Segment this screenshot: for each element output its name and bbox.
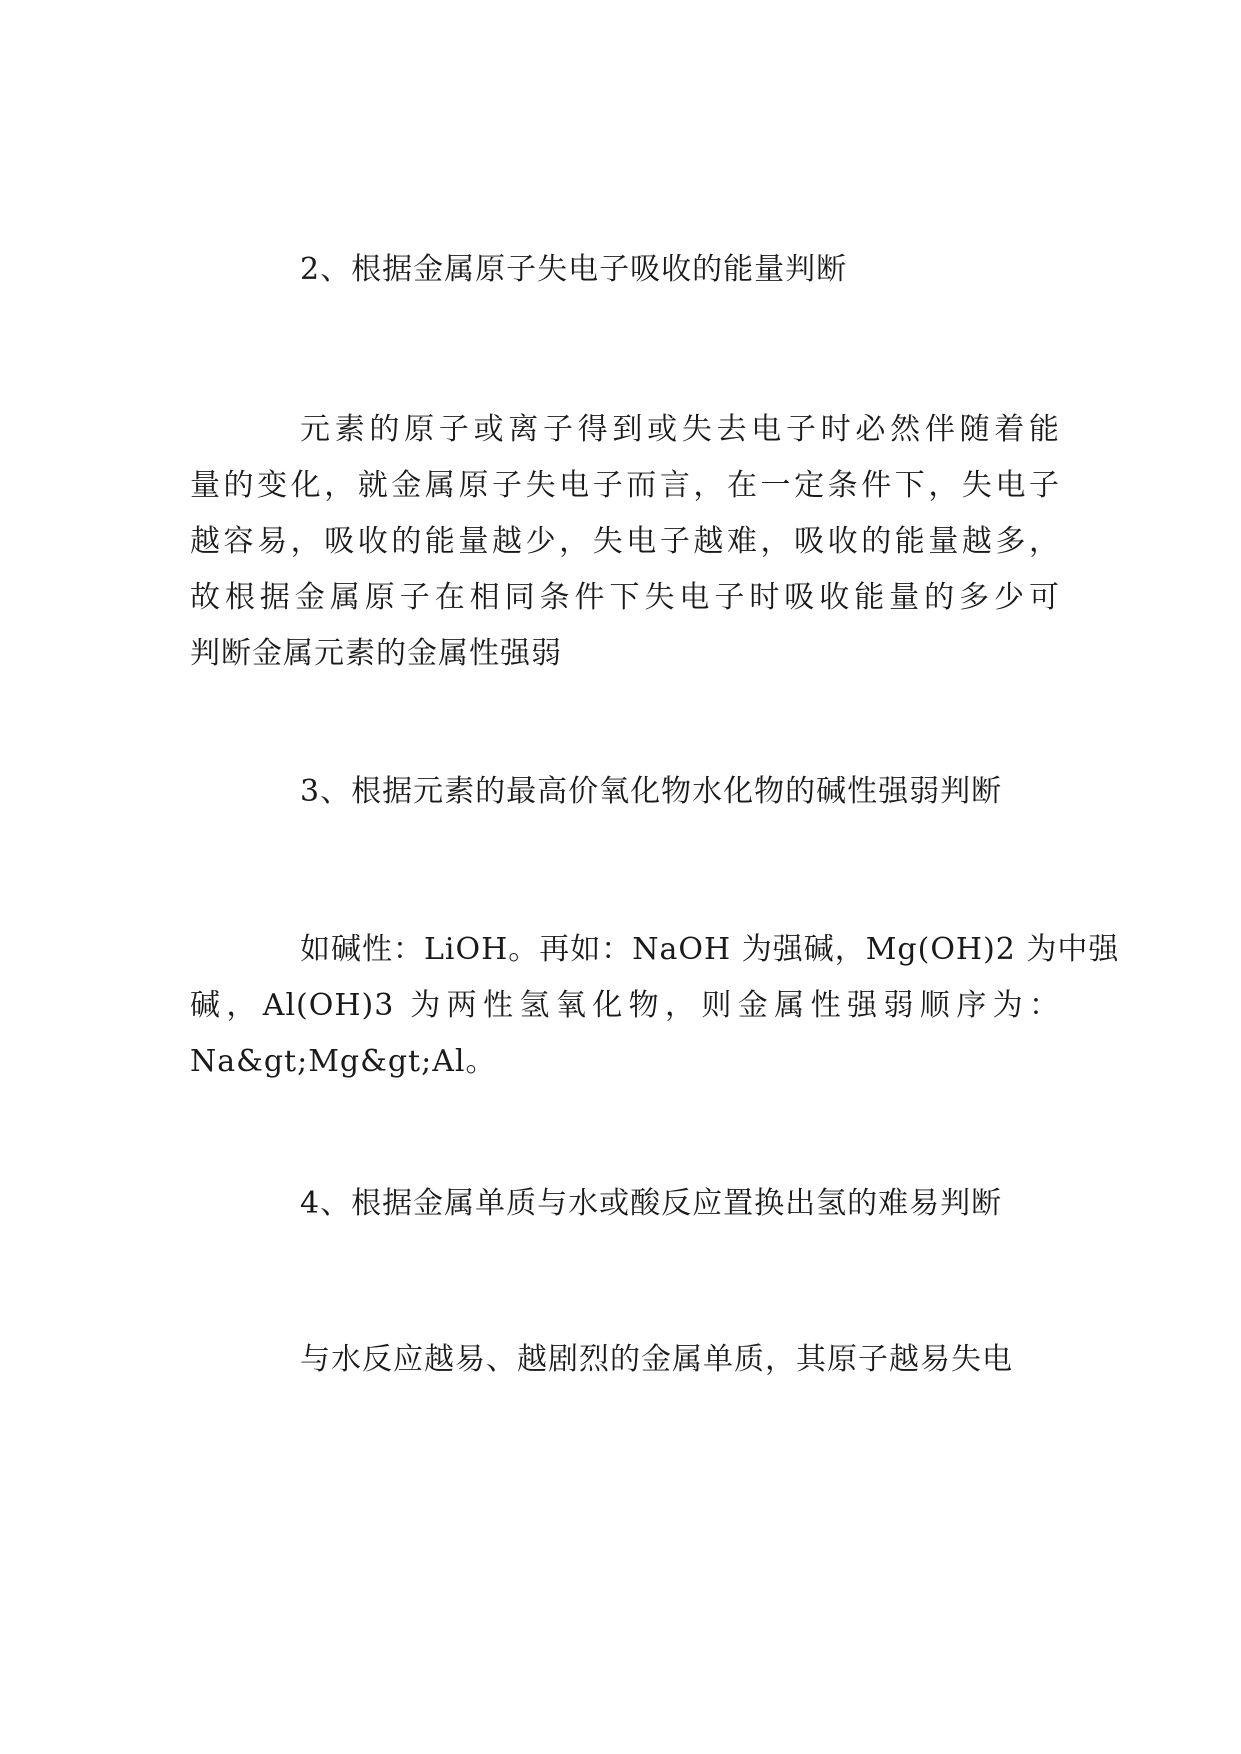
heading-text: 4、根据金属单质与水或酸反应置换出氢的难易判断 [300,1186,1003,1221]
heading-text: 3、根据元素的最高价氧化物水化物的碱性强弱判断 [300,774,1003,809]
paragraph-line: 碱，Al(OH)3 为两性氢氧化物，则金属性强弱顺序为： [190,988,1060,1023]
section-paragraph-3 [190,922,1120,1090]
section-heading-4 [190,1176,1060,1232]
section-heading-3 [190,764,1060,820]
paragraph-line: 判断金属元素的金属性强弱 [190,636,562,671]
paragraph-line: 元素的原子或离子得到或失去电子时必然伴随着能 [300,412,1060,447]
heading-text: 2、根据金属原子失电子吸收的能量判断 [300,252,848,287]
section-paragraph-4 [190,1332,1060,1388]
paragraph-line: 越容易，吸收的能量越少，失电子越难，吸收的能量越多， [190,524,1060,559]
paragraph-line: 如碱性：LiOH。再如：NaOH 为强碱，Mg(OH)2 为中强 [300,932,1120,967]
paragraph-line: 量的变化，就金属原子失电子而言，在一定条件下，失电子 [190,468,1060,503]
paragraph-line: 与水反应越易、越剧烈的金属单质，其原子越易失电 [300,1342,1013,1377]
section-paragraph-2 [190,402,1060,682]
paragraph-line: 故根据金属原子在相同条件下失电子时吸收能量的多少可 [190,580,1060,615]
paragraph-line: Na&gt;Mg&gt;Al。 [190,1044,497,1079]
section-heading-2 [190,242,1060,298]
